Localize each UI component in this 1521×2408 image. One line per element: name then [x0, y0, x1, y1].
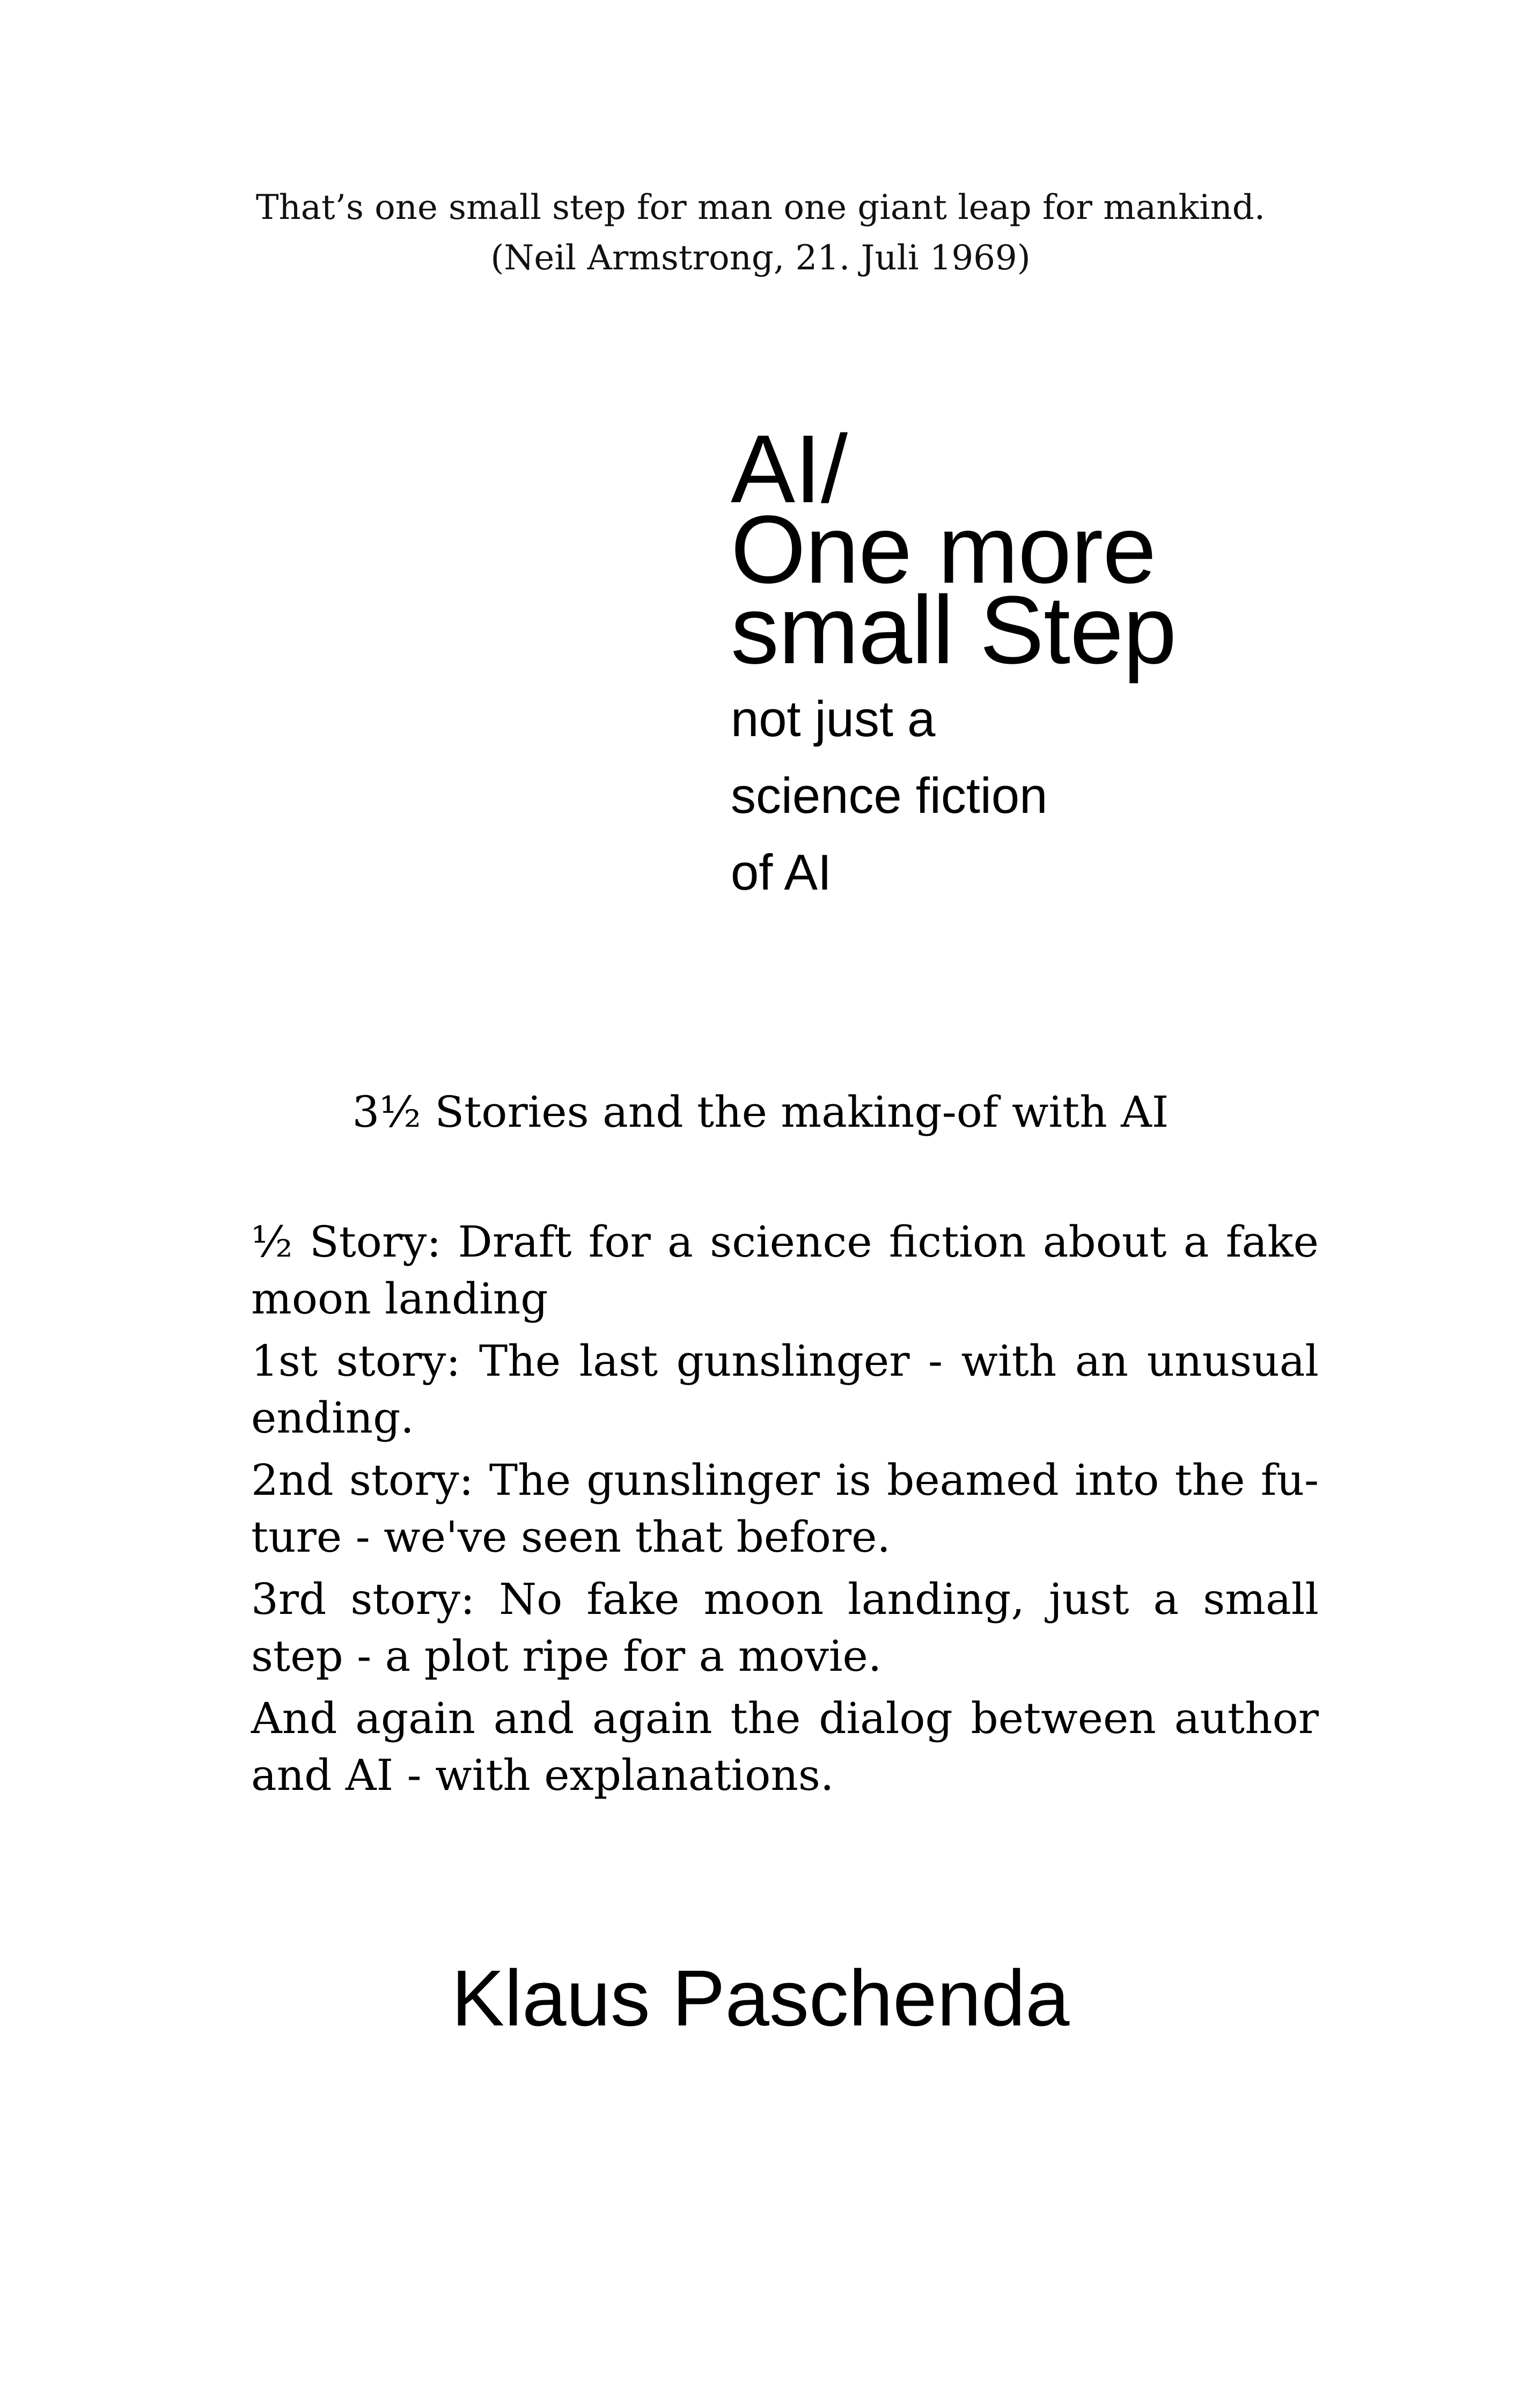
- story-item-third: 3rd story: No fake moon landing, just a small step - a plot ripe for a movie.: [251, 1574, 1319, 1681]
- book-subtitle-line-1: not just a: [731, 691, 936, 747]
- book-subtitle-line-2: science fiction: [731, 767, 1048, 824]
- tagline: 3½ Stories and the making-of with AI: [352, 1087, 1169, 1137]
- story-item-half: ½ Story: Draft for a science fiction about a fake moon landing: [251, 1217, 1319, 1324]
- author-name: Klaus Paschenda: [451, 1954, 1070, 2043]
- story-item-dialog: And again and again the dialog between author and AI - with explanations.: [251, 1693, 1319, 1800]
- story-item-first: 1st story: The last gunslinger - with an unusual ending.: [251, 1336, 1319, 1443]
- book-title-line-3: small Step: [731, 576, 1177, 684]
- book-title-block: [731, 415, 1177, 911]
- book-subtitle-line-3: of AI: [731, 844, 832, 900]
- epigraph: [0, 182, 1521, 283]
- book-title-line-1: AI/: [731, 415, 848, 523]
- story-item-second: 2nd story: The gunslinger is beamed into the fu- ture - we've seen that before.: [251, 1455, 1319, 1562]
- epigraph-quote: That’s one small step for man one giant leap for mankind.: [255, 188, 1266, 227]
- book-title-line-2: One more: [731, 496, 1156, 604]
- story-list: [251, 1214, 1319, 1809]
- epigraph-attribution: (Neil Armstrong, 21. Juli 1969): [490, 238, 1031, 278]
